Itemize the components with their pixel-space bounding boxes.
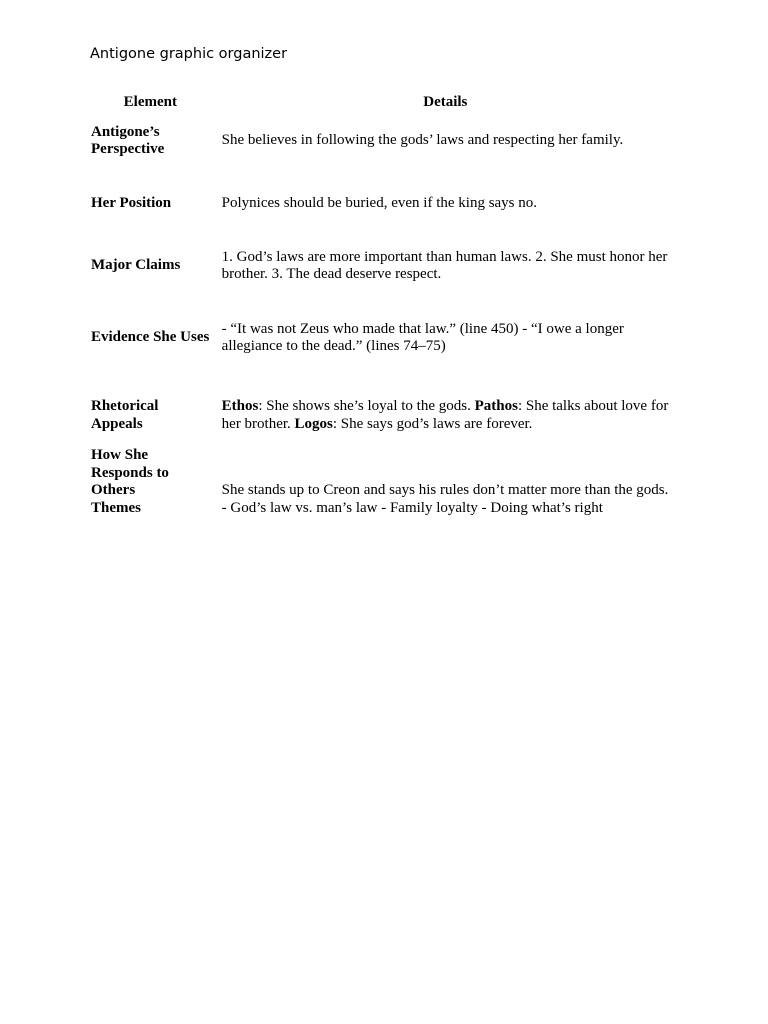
details-cell-evidence: - “It was not Zeus who made that law.” (line 450) - “I owe a longer allegiance to the dead.” (lines 74–75)	[221, 320, 624, 354]
logos-text: : She says god’s laws are forever.	[332, 415, 533, 432]
element-cell-themes: Themes	[91, 499, 141, 516]
details-cell-perspective: She believes in following the gods’ laws and respecting her family.	[221, 132, 624, 149]
element-cell-responds: How She Responds to Others	[91, 447, 169, 498]
graphic-organizer-table	[85, 90, 675, 519]
table-row	[85, 384, 675, 447]
element-cell-perspective: Antigone’s Perspective	[91, 123, 165, 157]
table-row	[85, 240, 675, 292]
details-cell-position: Polynices should be buried, even if the king says no.	[221, 194, 538, 211]
table-row	[85, 500, 675, 519]
details-cell-responds: She stands up to Creon and says his rules don’t matter more than the gods.	[221, 482, 669, 498]
table-row	[85, 447, 675, 500]
table-header-row	[85, 90, 675, 115]
pathos-text: : She talks about love for her brother.	[221, 398, 669, 432]
page-title: Antigone graphic organizer	[90, 46, 288, 62]
element-cell-evidence: Evidence She Uses	[91, 329, 210, 346]
element-cell-position: Her Position	[91, 194, 172, 211]
table-row	[85, 115, 675, 167]
ethos-label: Ethos	[221, 398, 259, 414]
element-cell-appeals: Rhetorical Appeals	[91, 398, 159, 432]
element-cell-claims: Major Claims	[91, 257, 181, 274]
table-row	[85, 167, 675, 240]
details-cell-themes: - God’s law vs. man’s law - Family loyalty - Doing what’s right	[221, 499, 603, 516]
element-column-header: Element	[123, 94, 177, 110]
ethos-text: : She shows she’s loyal to the gods.	[258, 398, 475, 414]
pathos-label: Pathos	[474, 398, 518, 414]
details-cell-appeals	[216, 384, 675, 447]
logos-label: Logos	[294, 415, 333, 432]
details-cell-claims: 1. God’s laws are more important than human laws. 2. She must honor her brother. 3. The dead deserve respect.	[221, 248, 668, 282]
table-row	[85, 292, 675, 384]
details-column-header: Details	[423, 94, 468, 110]
